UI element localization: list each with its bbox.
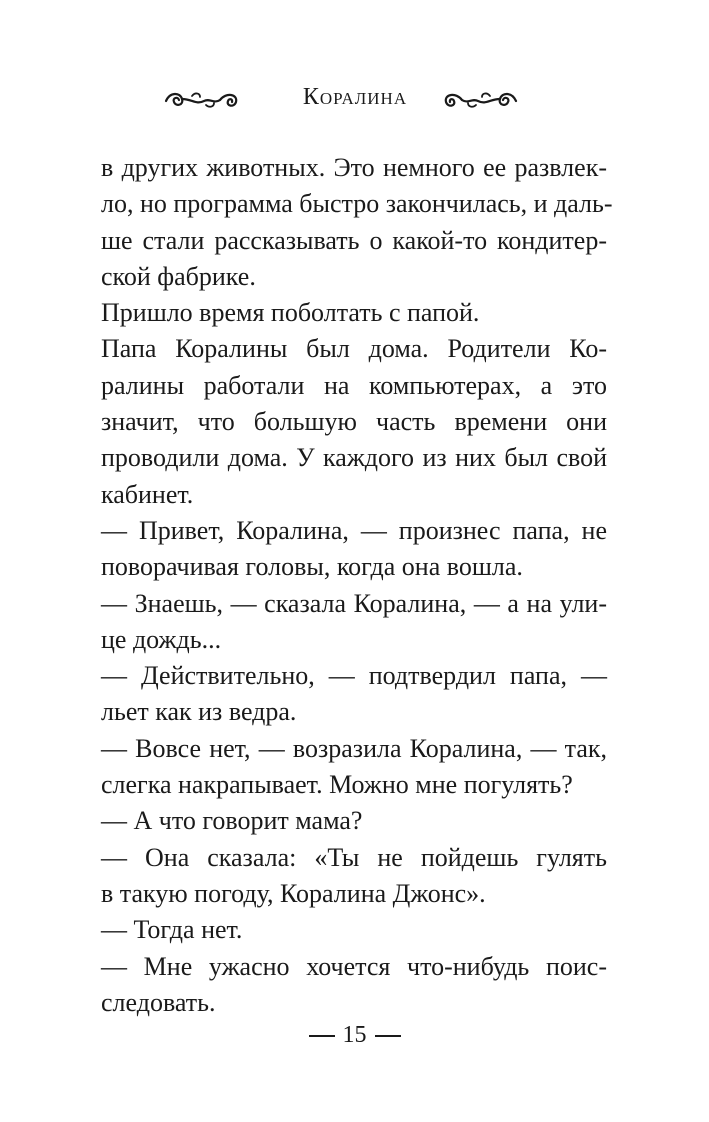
- folio-dash-left: [309, 1035, 335, 1037]
- text-line: — Знаешь, — сказала Коралина, — а на ули-: [101, 588, 607, 618]
- folio-dash-right: [375, 1035, 401, 1037]
- text-line: следовать.: [101, 987, 216, 1017]
- text-line: кабинет.: [101, 479, 194, 509]
- text-line: поворачивая головы, когда она вошла.: [101, 552, 523, 582]
- text-line: значит, что большую часть времени они: [101, 407, 607, 437]
- text-line: Пришло время поболтать с папой.: [101, 298, 480, 328]
- text-line: слегка накрапывает. Можно мне погулять?: [101, 770, 573, 800]
- text-line: Папа Коралины был дома. Родители Ко-: [101, 334, 607, 364]
- flourish-left-icon: [162, 86, 242, 112]
- text-line: це дождь...: [101, 624, 222, 654]
- text-line: — Она сказала: «Ты не пойдешь гулять: [101, 842, 607, 872]
- running-header: [0, 82, 709, 122]
- page-number: 15: [342, 1022, 367, 1048]
- flourish-right-icon: [440, 86, 520, 112]
- text-line: ралины работали на компьютерах, а это: [101, 370, 607, 400]
- text-line: в других животных. Это немного ее развлек-: [101, 153, 607, 182]
- text-line: — Привет, Коралина, — произнес папа, не: [101, 515, 607, 545]
- text-line: — Тогда нет.: [101, 915, 243, 945]
- body-text: [101, 150, 613, 1021]
- text-line: ше стали рассказывать о какой-то кондитер-: [101, 225, 607, 255]
- running-title: Коралина: [302, 84, 408, 110]
- text-line: — А что говорит мама?: [101, 806, 363, 836]
- text-line: — Действительно, — подтвердил папа, —: [101, 661, 607, 691]
- page-number-footer: [0, 1022, 709, 1049]
- text-line: ло, но программа быстро закончилась, и даль-: [101, 189, 613, 219]
- text-line: льет как из ведра.: [101, 697, 297, 727]
- text-line: — Мне ужасно хочется что-нибудь поис-: [101, 951, 607, 981]
- text-line: ской фабрике.: [101, 261, 256, 291]
- text-line: проводили дома. У каждого из них был свой: [101, 443, 607, 473]
- text-line: — Вовсе нет, — возразила Коралина, — так,: [101, 733, 607, 763]
- text-line: в такую погоду, Коралина Джонс».: [101, 878, 486, 908]
